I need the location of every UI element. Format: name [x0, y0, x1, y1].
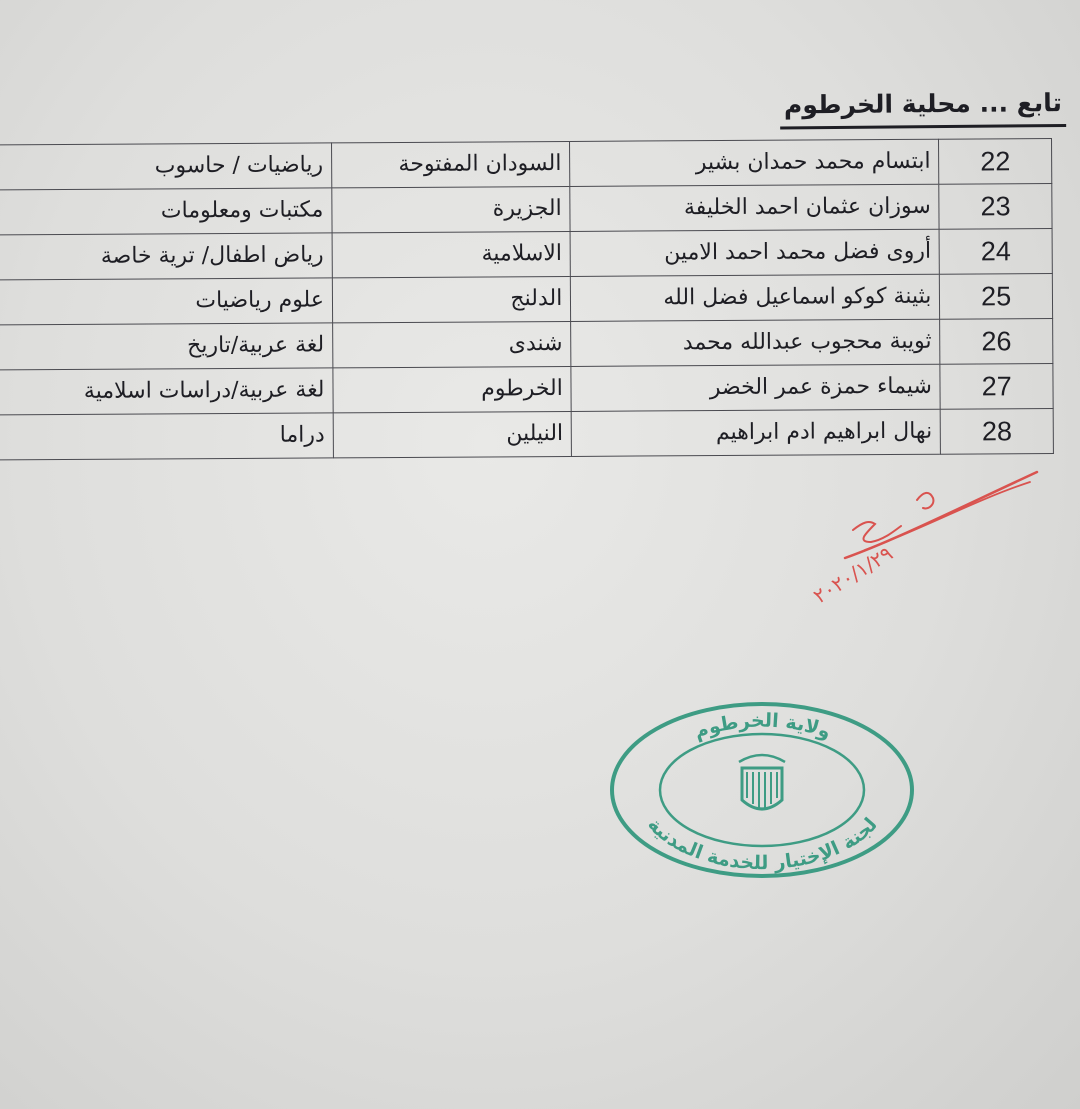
official-stamp [605, 700, 920, 880]
university-cell: النيلين [333, 411, 572, 457]
signature-stroke-underline [865, 482, 1030, 550]
document-heading: تابع ... محلية الخرطوم [780, 86, 1066, 129]
specialization-cell: دراما [0, 413, 333, 460]
university-cell: الدلنج [332, 276, 571, 322]
candidates-table [0, 138, 1054, 460]
table-row [0, 318, 1053, 369]
candidates-table-body [0, 139, 1053, 460]
row-number-cell: 25 [940, 274, 1053, 320]
signature-scribble [853, 493, 933, 542]
candidates-table-container [0, 138, 1054, 460]
row-number-cell: 27 [940, 363, 1053, 409]
candidate-name-cell: شيماء حمزة عمر الخضر [571, 364, 940, 411]
stamp-top-text: ولاية الخرطوم [691, 709, 834, 744]
row-number-cell: 24 [939, 229, 1052, 275]
specialization-cell: لغة عربية/تاريخ [0, 323, 333, 370]
university-cell: الخرطوم [333, 366, 572, 412]
candidate-name-cell: ابتسام محمد حمدان بشير [570, 139, 939, 186]
specialization-cell: مكتبات ومعلومات [0, 188, 332, 235]
stamp-inner-ring [660, 734, 864, 846]
university-cell: الجزيرة [332, 186, 571, 232]
table-row [0, 274, 1053, 325]
candidate-name-cell: أروى فضل محمد احمد الامين [570, 229, 939, 276]
candidate-name-cell: ثويبة محجوب عبدالله محمد [571, 319, 940, 366]
specialization-cell: لغة عربية/دراسات اسلامية [0, 368, 333, 415]
table-row [0, 184, 1052, 235]
handwritten-signature [805, 470, 1045, 620]
university-cell: شندى [333, 321, 572, 367]
table-row [0, 363, 1053, 414]
university-cell: الاسلامية [332, 231, 571, 277]
row-number-cell: 26 [940, 318, 1053, 364]
table-row [0, 408, 1053, 459]
signature-date: ٢٠٢٠/١/٢٩ [808, 540, 897, 609]
university-cell: السودان المفتوحة [331, 141, 570, 187]
table-row [0, 229, 1052, 280]
stamp-emblem [739, 755, 785, 809]
specialization-cell: رياض اطفال/ ترية خاصة [0, 233, 332, 280]
specialization-cell: رياضيات / حاسوب [0, 143, 332, 190]
signature-stroke-long [845, 472, 1037, 558]
row-number-cell: 28 [941, 408, 1054, 454]
candidate-name-cell: بثينة كوكو اسماعيل فضل الله [571, 274, 940, 321]
specialization-cell: علوم رياضيات [0, 278, 333, 325]
stamp-bottom-text: لجنة الإختيار للخدمة المدنية [643, 813, 882, 875]
candidate-name-cell: نهال ابراهيم ادم ابراهيم [571, 409, 940, 456]
candidate-name-cell: سوزان عثمان احمد الخليفة [570, 184, 939, 231]
table-row [0, 139, 1052, 190]
row-number-cell: 22 [939, 139, 1052, 185]
row-number-cell: 23 [939, 184, 1052, 230]
